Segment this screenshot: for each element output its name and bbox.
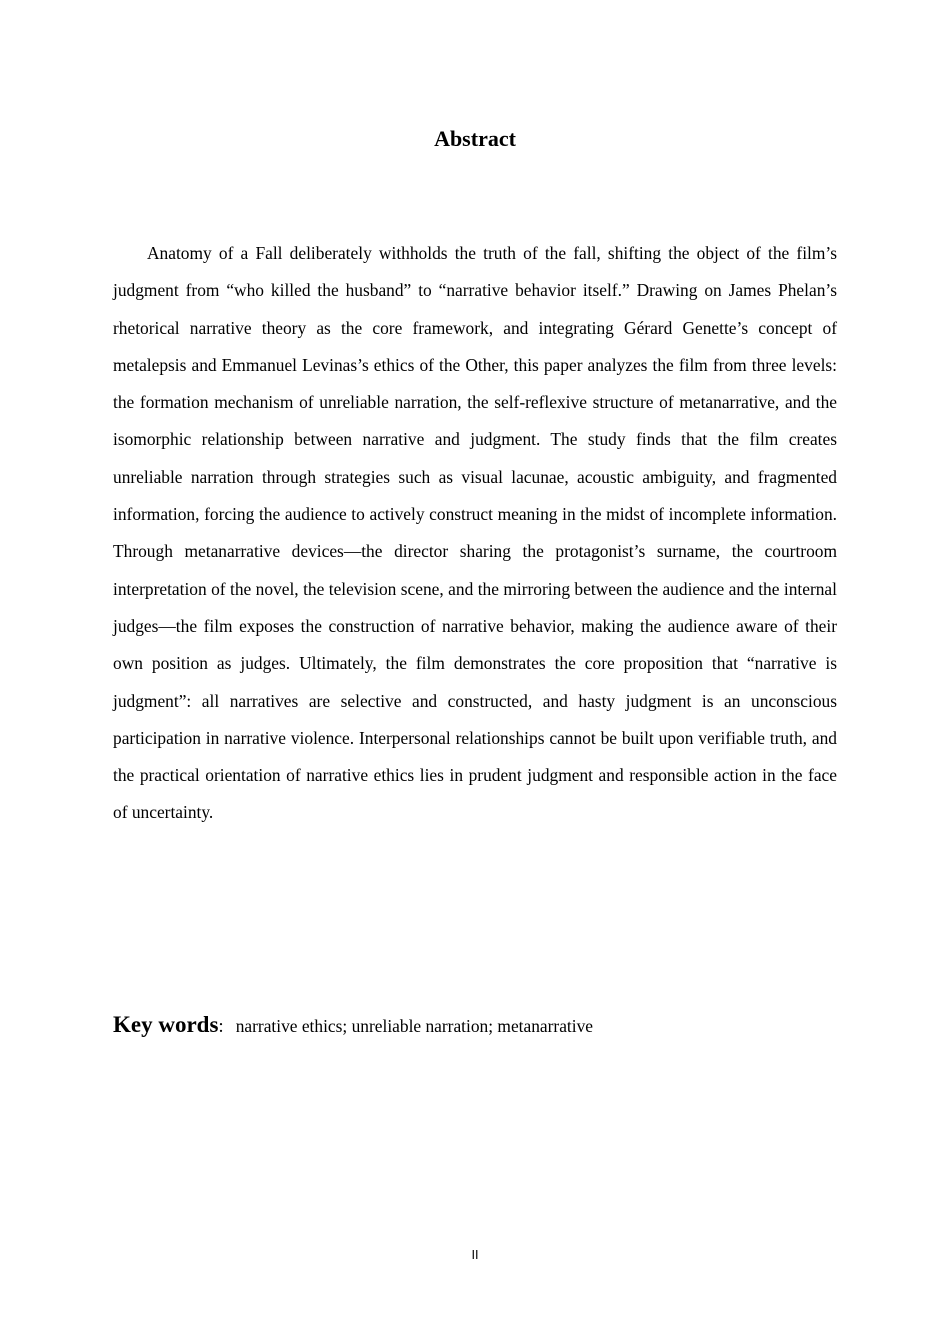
keywords-value: narrative ethics; unreliable narration; metanarrative [235,1016,594,1036]
keywords-line [113,1007,837,1046]
keywords-label: Key words [113,1012,219,1037]
page-title: Abstract [434,126,516,151]
abstract-paragraph: Anatomy of a Fall deliberately withholds the truth of the fall, shifting the object of the film’s judgment from “who killed the husband” to “narrative behavior itself.” Drawing on James Phelan’s rhetorical narrative theory as the core framework, and integrating Gérard Genette’s concept of metalepsis and Emmanuel Levinas’s ethics of the Other, this paper analyzes the film from three levels: the formation mechanism of unreliable narration, the self-reflexive structure of metanarrative, and the isomorphic relationship between narrative and judgment. The study finds that the film creates unreliable narration through strategies such as visual lacunae, acoustic ambiguity, and fragmented information, forcing the audience to actively construct meaning in the midst of incomplete information. Through metanarrative devices—the director sharing the protagonist’s surname, the courtroom interpretation of the novel, the television scene, and the mirroring between the audience and the internal judges—the film exposes the construction of narrative behavior, making the audience aware of their own position as judges. Ultimately, the film demonstrates the core proposition that “narrative is judgment”: all narratives are selective and constructed, and hasty judgment is an unconscious participation in narrative violence. Interpersonal relationships cannot be built upon verifiable truth, and the practical orientation of narrative ethics lies in prudent judgment and responsible action in the face of uncertainty. [113,243,837,823]
page-number: II [471,1248,479,1262]
keywords-colon: : [218,1016,224,1037]
